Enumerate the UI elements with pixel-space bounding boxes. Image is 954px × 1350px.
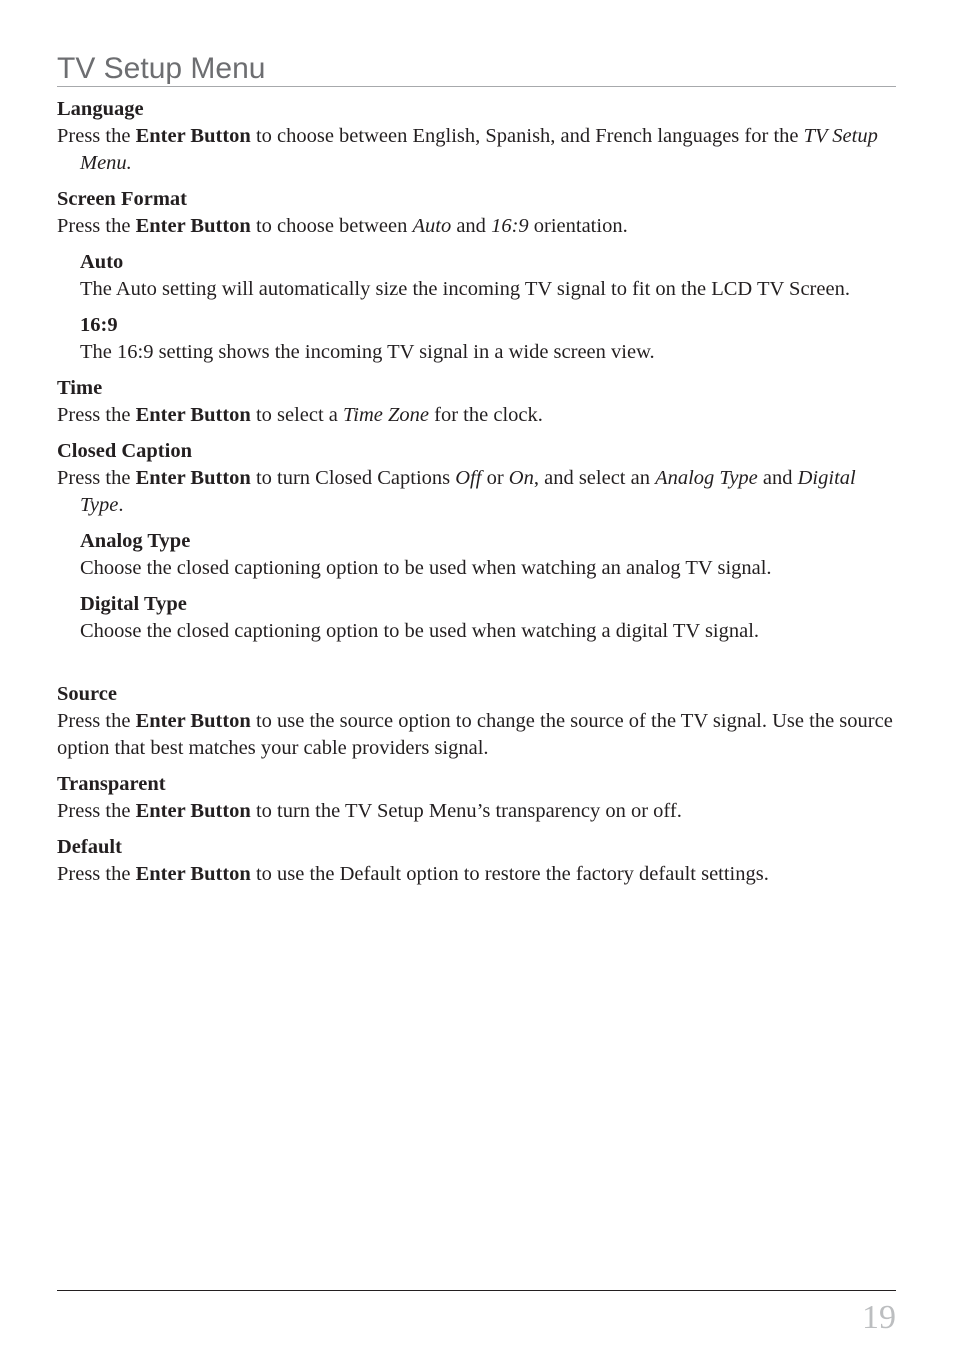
section-default [57,834,897,888]
subsection-auto [80,249,897,303]
time-description [57,402,897,429]
press-the-text: Press the [57,215,136,237]
press-the-text: Press the [57,710,136,732]
cc-italic-digital: Digital Type [80,467,856,516]
screen-format-text-2: and [451,215,492,237]
section-language [57,96,897,177]
enter-button-term: Enter Button [135,467,251,489]
section-source [57,681,897,762]
source-heading: Source [57,683,117,705]
screen-format-italic-169: 16:9 [491,215,529,237]
cc-text-1: to turn Closed Captions [250,467,456,489]
cc-text-2: or [481,467,509,489]
wide-description: The 16:9 setting shows the incoming TV signal in a wide screen view. [80,341,655,363]
cc-italic-off: Off [455,467,482,489]
screen-format-heading: Screen Format [57,188,187,210]
cc-text-4: and [757,467,798,489]
subsection-analog-type [80,528,897,582]
page-title: TV Setup Menu [57,52,266,85]
subsection-digital-type [80,591,897,645]
source-description [57,708,897,762]
press-the-text: Press the [57,800,136,822]
time-italic-zone: Time Zone [343,404,430,426]
cc-italic-on: On [508,467,534,489]
section-screen-format [57,186,897,240]
section-transparent [57,771,897,825]
closed-caption-heading: Closed Caption [57,440,192,462]
time-text-1: to select a [250,404,344,426]
manual-content [57,96,897,897]
language-description [57,123,897,177]
transparent-description [57,798,897,825]
enter-button-term: Enter Button [135,710,251,732]
default-heading: Default [57,836,122,858]
source-text-1: to use the source option to change the source of the TV signal. Use the source option that best matches your cable providers signal. [57,710,893,759]
transparent-text-1: to turn the TV Setup Menu’s transparency on or off. [250,800,682,822]
title-divider [57,86,896,87]
language-text-1: to choose between English, Spanish, and French languages for the [250,125,804,147]
wide-heading: 16:9 [80,314,118,336]
enter-button-term: Enter Button [135,800,251,822]
cc-text-3: , and select an [533,467,656,489]
press-the-text: Press the [57,125,136,147]
digital-type-description: Choose the closed captioning option to be used when watching a digital TV signal. [80,620,760,642]
language-heading: Language [57,98,144,120]
enter-button-term: Enter Button [135,404,251,426]
closed-caption-description [57,465,897,519]
press-the-text: Press the [57,467,136,489]
analog-type-heading: Analog Type [80,530,191,552]
screen-format-italic-auto: Auto [412,215,452,237]
digital-type-heading: Digital Type [80,593,187,615]
press-the-text: Press the [57,404,136,426]
time-heading: Time [57,377,103,399]
cc-italic-analog: Analog Type [655,467,758,489]
screen-format-text-1: to choose between [250,215,413,237]
enter-button-term: Enter Button [135,215,251,237]
section-closed-caption [57,438,897,519]
time-text-2: for the clock. [429,404,543,426]
language-italic-menu: TV Setup Menu. [80,125,878,174]
screen-format-text-3: orientation. [528,215,628,237]
auto-description: The Auto setting will automatically size the incoming TV signal to fit on the LCD TV Screen. [80,278,850,300]
default-text-1: to use the Default option to restore the factory default settings. [250,863,769,885]
section-time [57,375,897,429]
page-number: 19 [862,1299,896,1336]
transparent-heading: Transparent [57,773,166,795]
default-description [57,861,897,888]
analog-type-description: Choose the closed captioning option to be used when watching an analog TV signal. [80,557,772,579]
screen-format-description [57,213,897,240]
press-the-text: Press the [57,863,136,885]
enter-button-term: Enter Button [135,125,251,147]
footer-divider [57,1290,896,1291]
auto-heading: Auto [80,251,124,273]
subsection-16-9 [80,312,897,366]
enter-button-term: Enter Button [135,863,251,885]
cc-text-5: . [118,494,124,516]
